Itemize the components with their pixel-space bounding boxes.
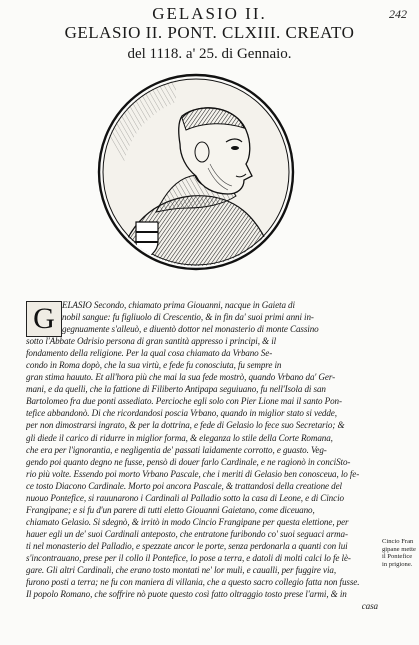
drop-cap-letter: G: [33, 302, 55, 335]
text-line: fondamento della religione. Per la qual cosa chiamato da Vrbano Se-: [26, 348, 273, 359]
page-number: 242: [389, 7, 407, 21]
body-text: [26, 299, 378, 612]
running-head: GELASIO II.: [152, 4, 267, 23]
text-line: gegnuamente s'alleuò, e diuentò dottor nel monasterio di monte Cassino: [62, 324, 319, 335]
text-line: casa: [361, 601, 378, 612]
marginal-note: [382, 538, 418, 568]
margin-note-line: gipane mette: [382, 545, 416, 553]
text-line: Il popolo Romano, che soffrire nò puote questo così fatto oltraggio tosto prese l'armi, & in: [26, 589, 347, 600]
text-line: chiamato Gelasio. Si sdegnò, & irritò in modo Cincio Frangipane per questa elettione, per: [26, 516, 349, 527]
text-line: mani, e da quelli, che la fattione di Filiberto Antipapa seguiuano, fu nell'Isola di san: [26, 384, 326, 395]
text-line: condo in Roma dopò, che la sua virtù, e fede fu conosciuta, fu sempre in: [26, 360, 282, 371]
text-line: gare. Gli altri Cardinali, che erano tosto montati ne' lor muli, e caualli, per fuggire via,: [26, 565, 336, 576]
text-line: sotto l'Abbate Odrisio persona di gran santità appresso i principi, & il: [26, 336, 277, 347]
text-line: nuouo Pontefice, si rauunarono i Cardinali al Palladio sotto la casa di Leone, e di Cincio: [26, 492, 344, 503]
pope-portrait-medallion: [96, 72, 296, 272]
text-line: per non dimostrarsi ingrato, & per la dottrina, e fede di Gelasio lo fece suo Secretario; &: [26, 420, 345, 431]
margin-note-line: in prigione.: [382, 560, 413, 568]
text-line: che era per l'ignorantia, e negligentia de' passati laidamente corrotto, e guasto. Veg-: [26, 444, 327, 455]
text-line: Frangipane; e si fu d'un parere di tutti eletto Giouanni Gaietano, come diceuano,: [26, 504, 315, 515]
text-line: rio più volte. Essendo poi morto Vrbano Pascale, che i meriti di Gelasio ben conosceua, lo fe-: [26, 468, 360, 479]
margin-note-line: il Pontefice: [382, 553, 413, 561]
text-line: gli diede il carico di ridurre in miglior forma, & eleganza lo stile della Corte Romana,: [26, 432, 333, 443]
text-line: ti nel monasterio del Palladio, e spezzate ancor le porte, senza perdonarla a quanti con lui: [26, 540, 348, 551]
text-line: nobil sangue: fu figliuolo di Crescentio, & in fin da' suoi primi anni in-: [62, 312, 314, 323]
text-line: hauer egli un de' suoi Cardinali anteposto, che entratone furibondo co' suoi seguaci arma-: [26, 528, 348, 539]
text-line: tefice abbandonò. Di che ricordandosi poscia Vrbano, quando in miglior stato si vedde,: [26, 408, 337, 419]
chapter-subtitle: del 1118. a' 25. di Gennaio.: [127, 46, 292, 62]
margin-note-line: Cincio Fran: [382, 538, 414, 545]
chapter-title: GELASIO II. PONT. CLXIII. CREATO: [64, 23, 355, 42]
text-line: Bartolomeo fra due ponti assediato. Percioche egli solo con Pier Lione mai il santo Pon-: [26, 396, 342, 407]
text-line: ce tosto Diacono Cardinale. Morto poi ancora Pascale, & trattandosi della creatione del: [26, 480, 342, 491]
text-line: gendo poi quanto degno ne fusse, pensò di douer farlo Cardinale, e ne ragionò in conciSto-: [26, 456, 351, 467]
text-line: furono posti a terra; ne fu con maniera di villania, che a questo sacro collegio fatta non fusse.: [26, 577, 360, 588]
text-line: gran stima hauuto. Et all'hora più che mai la sua fede mostrò, quando Vrbano da' Ger-: [26, 372, 336, 383]
text-line: ELASIO Secondo, chiamato prima Giouanni, nacque in Gaieta di: [62, 300, 295, 310]
text-line: s'incontrauano, prese per il collo il Pontefice, lo pose a terra, e datoli di molti calci lo fe lè-: [26, 552, 351, 563]
